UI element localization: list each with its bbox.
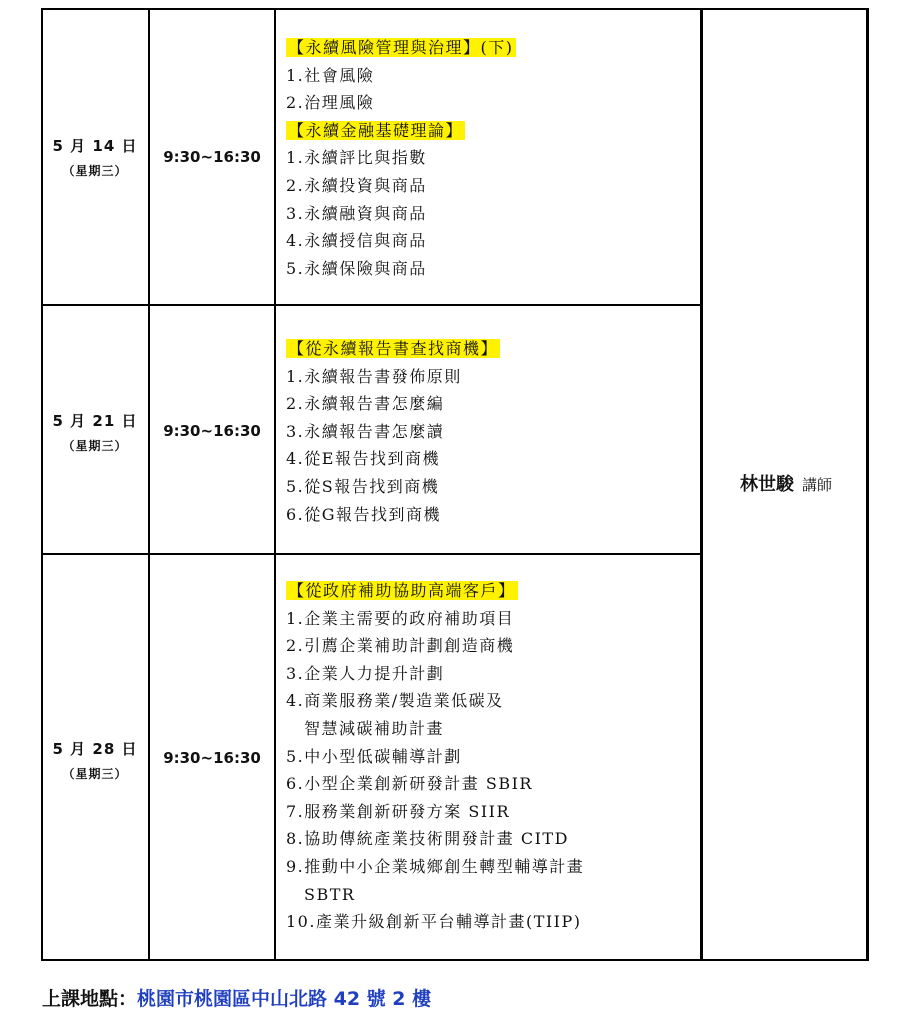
topic-item: 6.從G報告找到商機 [286,504,442,524]
table-border-top [41,8,869,10]
topic-heading-text: 【從永續報告書查找商機】 [288,339,499,358]
topic-item: 2.永續報告書怎麼編 [286,394,445,414]
topic-heading [286,117,696,145]
table-border-bottom [41,959,869,961]
topic-item: 2.治理風險 [286,93,375,113]
topic-item: 1.社會風險 [286,65,375,85]
topic-item: 5.中小型低碳輔導計劃 [286,746,462,766]
instructor-title: 講師 [801,476,832,494]
topic-item: 3.永續融資與商品 [286,203,427,223]
session-date: 5 月 14 日 [52,137,138,155]
session-weekday: （星期三） [62,767,128,781]
topic-item-continuation: 智慧減碳補助計畫 [304,718,445,738]
topic-item: 4.從E報告找到商機 [286,449,440,469]
topic-heading [286,34,696,62]
topic-heading [286,577,696,605]
topic-item: 7.服務業創新研發方案 SIIR [286,801,511,821]
schedule-table [41,8,869,961]
topic-item: 5.從S報告找到商機 [286,476,440,496]
topic-item: 10.產業升級創新平台輔導計畫(TIIP) [286,912,582,932]
topic-heading-text: 【永續風險管理與治理】(下) [288,38,514,57]
session-time: 9:30~16:30 [163,148,261,166]
topic-item: 1.永續評比與指數 [286,148,427,168]
topic-item: 1.企業主需要的政府補助項目 [286,608,515,628]
session-weekday: （星期三） [62,164,128,178]
row-divider-2 [41,553,701,555]
session-time: 9:30~16:30 [163,749,261,767]
session-date-cell [41,410,149,454]
topic-item-continuation: SBTR [304,884,356,904]
topic-item: 4.商業服務業/製造業低碳及 [286,691,504,711]
topic-heading [286,335,696,363]
session-topics [286,34,696,282]
topic-item: 2.永續投資與商品 [286,175,427,195]
topic-item: 9.推動中小企業城鄉創生轉型輔導計畫 [286,856,585,876]
topic-item: 1.永續報告書發佈原則 [286,366,462,386]
venue-label: 上課地點： [42,988,138,1010]
session-date-cell [41,738,149,782]
session-topics [286,577,696,936]
session-date-cell [41,135,149,179]
session-time: 9:30~16:30 [163,422,261,440]
session-date: 5 月 28 日 [52,740,138,758]
session-weekday: （星期三） [62,439,128,453]
topic-item: 5.永續保險與商品 [286,258,427,278]
instructor-name: 林世駿 [739,474,794,495]
instructor-cell [703,470,869,496]
topic-item: 6.小型企業創新研發計畫 SBIR [286,774,533,794]
topic-item: 3.永續報告書怎麼讀 [286,421,445,441]
topic-item: 2.引薦企業補助計劃創造商機 [286,636,515,656]
venue-line [42,984,431,1011]
topic-item: 8.協助傳統產業技術開發計畫 CITD [286,829,569,849]
session-topics [286,335,696,528]
topic-heading-text: 【從政府補助協助高端客戶】 [288,581,516,600]
topic-heading-text: 【永續金融基礎理論】 [288,120,464,140]
topic-item: 3.企業人力提升計劃 [286,663,445,683]
session-date: 5 月 21 日 [52,412,138,430]
venue-address: 桃園市桃園區中山北路 42 號 2 樓 [137,988,432,1010]
topic-item: 4.永續授信與商品 [286,231,427,251]
row-divider-1 [41,304,701,306]
